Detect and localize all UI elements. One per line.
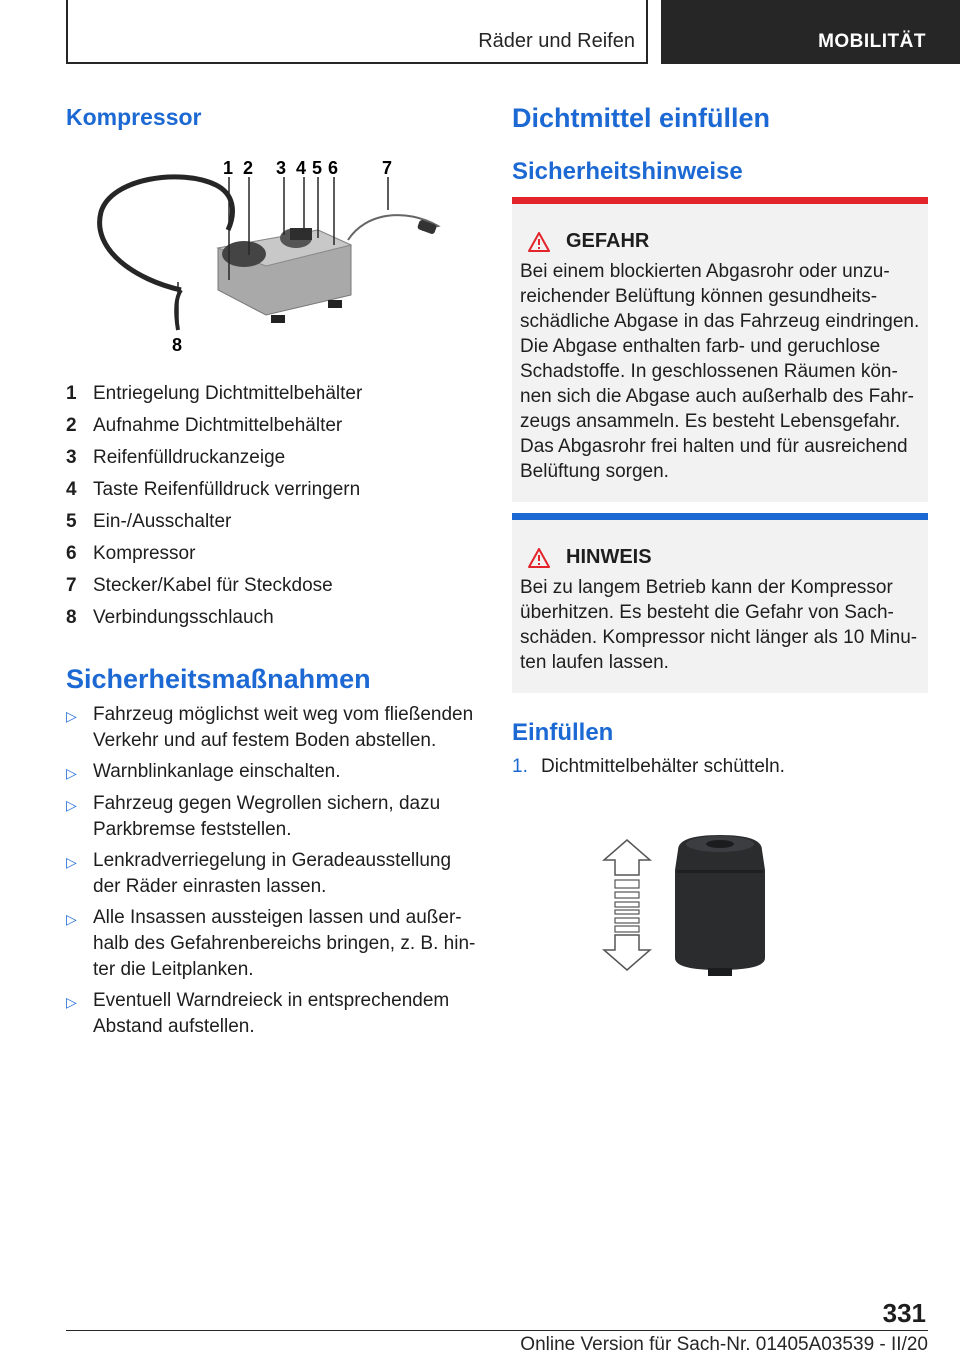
triangle-bullet-icon: ▷ xyxy=(66,708,77,724)
danger-notice xyxy=(512,197,928,502)
step-text: Dichtmittelbehälter schütteln. xyxy=(541,756,785,777)
list-item-line: der Räder einrasten lassen. xyxy=(93,876,327,897)
legend-number: 3 xyxy=(66,447,77,468)
caution-title-row xyxy=(528,546,920,569)
legend-number: 1 xyxy=(66,383,77,404)
compressor-heading: Kompressor xyxy=(66,104,202,130)
legend-text: Aufnahme Dichtmittelbehälter xyxy=(93,415,343,436)
list-item-line: Fahrzeug gegen Wegrollen sichern, dazu xyxy=(93,793,441,814)
step-number: 1. xyxy=(512,756,528,777)
caution-text xyxy=(520,575,920,675)
legend-item xyxy=(66,442,476,474)
legend-item xyxy=(66,474,476,506)
triangle-bullet-icon: ▷ xyxy=(66,854,77,870)
danger-text-line: Bei einem blockierten Abgasrohr oder unzu- xyxy=(520,261,890,282)
list-item xyxy=(66,905,482,983)
callout-8: 8 xyxy=(172,335,183,355)
legend-text: Ein-/Ausschalter xyxy=(93,511,232,532)
legend-text: Entriegelung Dichtmittelbehälter xyxy=(93,383,363,404)
legend-item xyxy=(66,410,476,442)
list-item-line: ter die Leitplanken. xyxy=(93,959,254,980)
triangle-bullet-icon: ▷ xyxy=(66,911,77,927)
legend-number: 2 xyxy=(66,415,77,436)
list-item xyxy=(66,791,482,843)
footer-text: Online Version für Sach-Nr. 01405A03539 - II/20 xyxy=(520,1334,928,1355)
list-item-line: Abstand aufstellen. xyxy=(93,1016,255,1037)
list-item-line: Parkbremse feststellen. xyxy=(93,819,292,840)
compressor-illustration xyxy=(66,150,476,360)
legend-text: Taste Reifenfülldruck verringern xyxy=(93,479,361,500)
list-item-line: Fahrzeug möglichst weit weg vom fließenden xyxy=(93,704,474,725)
callout-7: 7 xyxy=(382,158,393,178)
callout-2: 2 xyxy=(243,158,254,178)
list-item xyxy=(66,759,482,786)
legend-number: 8 xyxy=(66,607,77,628)
legend-item xyxy=(66,570,476,602)
caution-text-line: ten laufen lassen. xyxy=(520,652,669,673)
list-item-line: halb des Gefahrenbereichs bringen, z. B. hin- xyxy=(93,933,476,954)
arrow-down-icon xyxy=(604,935,650,970)
safety-list xyxy=(66,702,482,1045)
chapter-title: Räder und Reifen xyxy=(478,30,635,52)
list-item xyxy=(66,702,482,754)
page-number: 331 xyxy=(882,1298,926,1328)
danger-text-line: nen sich die Abgase auch außerhalb des Fahr- xyxy=(520,386,914,407)
arrow-up-icon xyxy=(604,840,650,875)
danger-title: GEFAHR xyxy=(566,230,650,252)
danger-text-line: zeugs ansammeln. Es besteht Lebensgefahr. xyxy=(520,411,901,432)
danger-text-line: Die Abgase enthalten farb- und geruchlose xyxy=(520,336,881,357)
compressor-legend xyxy=(66,378,476,634)
legend-item xyxy=(66,538,476,570)
caution-notice xyxy=(512,513,928,693)
fill-heading: Einfüllen xyxy=(512,719,614,746)
danger-text xyxy=(520,259,920,484)
legend-item xyxy=(66,506,476,538)
shake-bottle-illustration xyxy=(600,830,780,980)
callout-4: 4 xyxy=(296,158,307,178)
safety-notes-heading: Sicherheitshinweise xyxy=(512,158,743,185)
danger-text-line: Das Abgasrohr frei halten und für ausreichend xyxy=(520,436,908,457)
footer-divider xyxy=(66,1330,928,1331)
legend-item xyxy=(66,378,476,410)
legend-number: 7 xyxy=(66,575,77,596)
list-item-line: Verkehr und auf festem Boden abstellen. xyxy=(93,730,437,751)
sealant-heading: Dichtmittel einfüllen xyxy=(512,103,771,133)
legend-text: Verbindungsschlauch xyxy=(93,607,274,628)
legend-text: Reifenfülldruckanzeige xyxy=(93,447,286,468)
callout-1: 1 xyxy=(223,158,234,178)
list-item-line: Eventuell Warndreieck in entsprechendem xyxy=(93,990,450,1011)
list-item-line: Lenkradverriegelung in Geradeausstellung xyxy=(93,850,452,871)
list-item xyxy=(66,848,482,900)
caution-text-line: überhitzen. Es besteht die Gefahr von Sach- xyxy=(520,602,894,623)
danger-text-line: schädliche Abgase in das Fahrzeug eindringen. xyxy=(520,311,920,332)
safety-heading: Sicherheitsmaßnahmen xyxy=(66,664,371,694)
list-item-line: Alle Insassen aussteigen lassen und außer- xyxy=(93,907,462,928)
danger-text-line: reichender Belüftung können gesundheits- xyxy=(520,286,878,307)
legend-text: Stecker/Kabel für Steckdose xyxy=(93,575,333,596)
step-item xyxy=(512,756,785,778)
caution-title: HINWEIS xyxy=(566,546,652,568)
danger-text-line: Schadstoffe. In geschlossenen Räumen kön- xyxy=(520,361,898,382)
triangle-bullet-icon: ▷ xyxy=(66,797,77,813)
legend-item xyxy=(66,602,476,634)
legend-text: Kompressor xyxy=(93,543,196,564)
triangle-bullet-icon: ▷ xyxy=(66,994,77,1010)
caution-text-line: schäden. Kompressor nicht länger als 10 Minu- xyxy=(520,627,918,648)
danger-text-line: Belüftung sorgen. xyxy=(520,461,669,482)
triangle-bullet-icon: ▷ xyxy=(66,765,77,781)
caution-text-line: Bei zu langem Betrieb kann der Kompressor xyxy=(520,577,893,598)
warning-triangle-icon xyxy=(528,548,550,568)
warning-triangle-icon xyxy=(528,232,550,252)
legend-number: 4 xyxy=(66,479,77,500)
callout-3: 3 xyxy=(276,158,287,178)
sealant-bottle-icon xyxy=(675,835,765,970)
danger-title-row xyxy=(528,230,920,253)
list-item-line: Warnblinkanlage einschalten. xyxy=(93,761,341,782)
legend-number: 5 xyxy=(66,511,77,532)
section-title: MOBILITÄT xyxy=(818,31,926,52)
legend-number: 6 xyxy=(66,543,77,564)
list-item xyxy=(66,988,482,1040)
section-tab xyxy=(661,0,960,64)
callout-5: 5 xyxy=(312,158,323,178)
callout-6: 6 xyxy=(328,158,339,178)
